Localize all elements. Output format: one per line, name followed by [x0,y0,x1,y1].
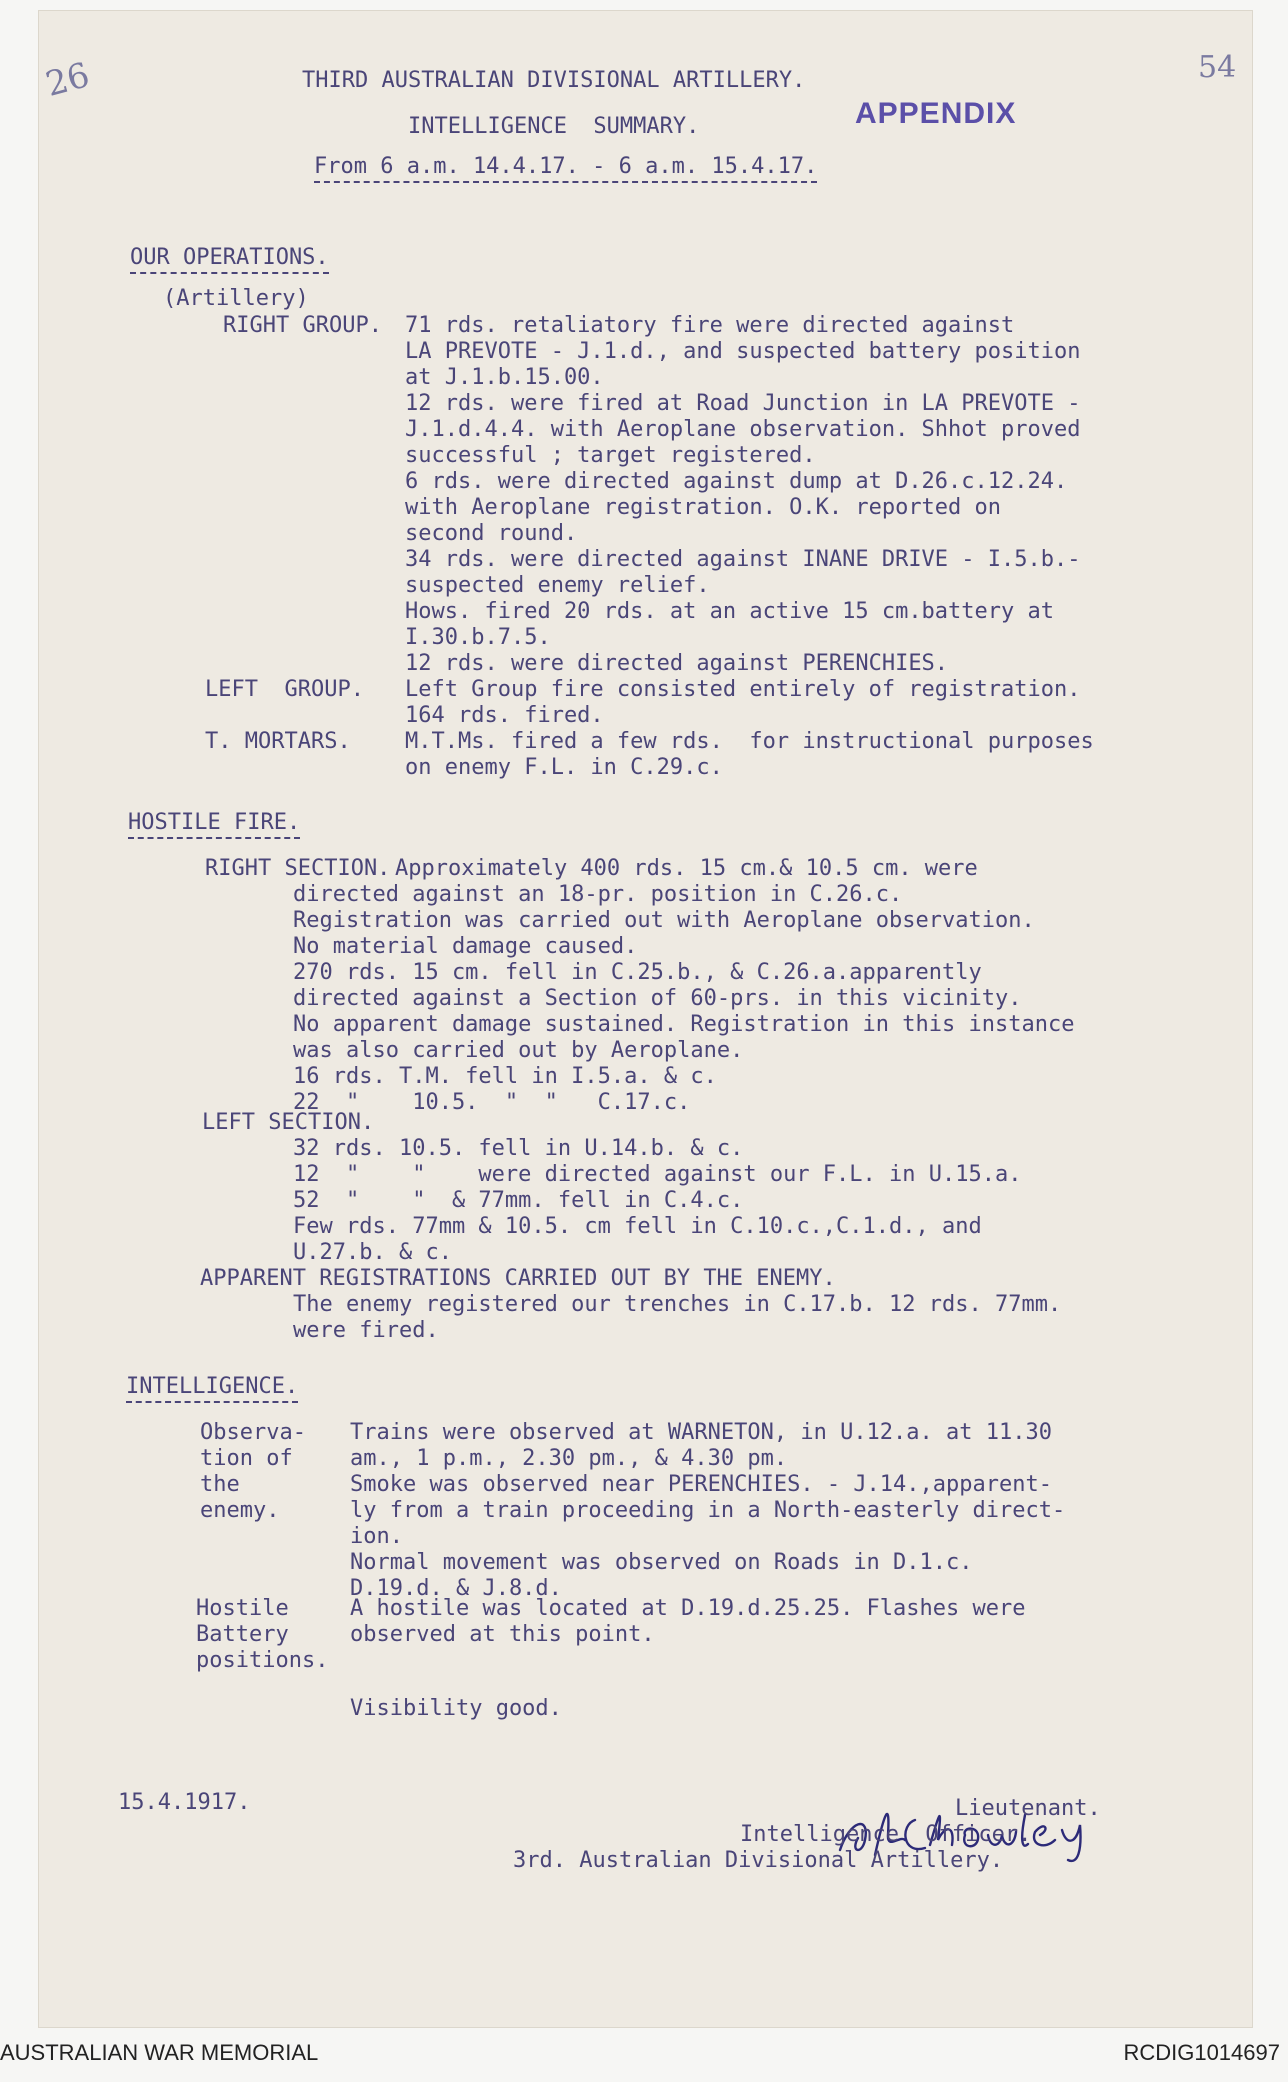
hf-line: directed against an 18-pr. position in C.26.c. [293,882,903,907]
op-line: Hows. fired 20 rds. at an active 15 cm.battery at [405,599,1055,624]
period-text: From 6 a.m. 14.4.17. - 6 a.m. 15.4.17. [314,154,817,183]
intelligence-heading-text: INTELLIGENCE. [126,1374,298,1403]
intel-line: Trains were observed at WARNETON, in U.12.a. at 11.30 [350,1420,1052,1445]
signatory-rank: Lieutenant. [955,1796,1101,1821]
intel-line: ly from a train proceeding in a North-easterly direct- [350,1498,1066,1523]
trench-mortars-block [405,729,1094,781]
hf-line: Few rds. 77mm & 10.5. cm fell in C.10.c.,C.1.d., and [293,1214,982,1239]
left-group-label: LEFT GROUP. [205,677,364,702]
hf-line: Registration was carried out with Aeroplane observation. [293,908,1035,933]
period-line [314,154,817,180]
hf-line: 270 rds. 15 cm. fell in C.25.b., & C.26.a.apparently [293,960,982,985]
trench-mortars-label: T. MORTARS. [205,729,351,754]
artillery-subheading: (Artillery) [163,286,309,311]
op-line: I.30.b.7.5. [405,625,551,650]
visibility-note: Visibility good. [350,1696,562,1721]
label-line: positions. [196,1648,329,1673]
label-line: tion of [200,1446,293,1471]
left-section-label: LEFT SECTION. [202,1110,375,1135]
op-line: 164 rds. fired. [405,703,604,728]
hf-line: was also carried out by Aeroplane. [293,1038,744,1063]
left-group-block [405,677,1081,729]
hf-line: were fired. [293,1318,439,1343]
right-group-block [405,313,1081,677]
battery-label [196,1596,328,1674]
op-line: with Aeroplane registration. O.K. reported on [405,495,1002,520]
label-line: Observa- [200,1420,306,1445]
hf-line: No apparent damage sustained. Registration in this instance [293,1012,1075,1037]
battery-block [350,1596,1026,1648]
appendix-stamp: APPENDIX [855,97,1017,130]
label-line: the [200,1472,240,1497]
document-date: 15.4.1917. [118,1790,251,1815]
footer-record-id: RCDIG1014697 [1123,2040,1280,2065]
hf-line: 32 rds. 10.5. fell in U.14.b. & c. [293,1136,744,1161]
page-number-right: 54 [1198,50,1237,85]
signatory-role: Intelligence Officer. [740,1822,1032,1847]
right-section-first-line: Approximately 400 rds. 15 cm.& 10.5 cm. were [395,856,978,881]
hf-line: No material damage caused. [293,934,638,959]
hf-line: U.27.b. & c. [293,1240,452,1265]
op-line: second round. [405,521,578,546]
hf-line: 52 " " & 77mm. fell in C.4.c. [293,1188,744,1213]
right-group-label: RIGHT GROUP. [223,313,382,338]
hf-line: directed against a Section of 60-prs. in this vicinity. [293,986,1022,1011]
op-line: 12 rds. were fired at Road Junction in LA PREVOTE - [405,391,1081,416]
op-line: on enemy F.L. in C.29.c. [405,755,723,780]
left-section-block [293,1136,1021,1266]
op-line: suspected enemy relief. [405,573,710,598]
op-line: 12 rds. were directed against PERENCHIES. [405,651,949,676]
signatory-unit: 3rd. Australian Divisional Artillery. [513,1848,1004,1873]
label-line: Hostile [196,1596,289,1621]
observation-label [200,1420,306,1524]
hf-line: 12 " " were directed against our F.L. in U.15.a. [293,1162,1022,1187]
right-section-label: RIGHT SECTION. [205,856,391,881]
intel-line: ion. [350,1524,403,1549]
intel-line: D.19.d. & J.8.d. [350,1576,562,1601]
page-number-left: 26 [41,55,94,105]
op-line: M.T.Ms. fired a few rds. for instructional purposes [405,729,1094,754]
intel-line: Normal movement was observed on Roads in D.1.c. [350,1550,973,1575]
intel-line: observed at this point. [350,1622,655,1647]
enemy-registrations-label: APPARENT REGISTRATIONS CARRIED OUT BY THE ENEMY. [200,1266,836,1291]
hf-line: 16 rds. T.M. fell in I.5.a. & c. [293,1064,717,1089]
intel-line: Smoke was observed near PERENCHIES. - J.14.,apparent- [350,1472,1052,1497]
op-line: at J.1.b.15.00. [405,365,604,390]
label-line: enemy. [200,1498,280,1523]
hostile-fire-heading-text: HOSTILE FIRE. [128,810,300,839]
footer-archive-name: AUSTRALIAN WAR MEMORIAL [0,2040,319,2065]
our-operations-heading [130,245,329,271]
document-title: THIRD AUSTRALIAN DIVISIONAL ARTILLERY. [302,68,806,93]
intel-line: am., 1 p.m., 2.30 pm., & 4.30 pm. [350,1446,788,1471]
intelligence-heading [126,1374,298,1400]
op-line: successful ; target registered. [405,443,816,468]
op-line: J.1.d.4.4. with Aeroplane observation. Shhot proved [405,417,1081,442]
op-line: Left Group fire consisted entirely of registration. [405,677,1081,702]
op-line: LA PREVOTE - J.1.d., and suspected battery position [405,339,1081,364]
hf-line: The enemy registered our trenches in C.17.b. 12 rds. 77mm. [293,1292,1062,1317]
hf-line: 22 " 10.5. " " C.17.c. [293,1090,691,1115]
label-line: Battery [196,1622,289,1647]
document-subtitle: INTELLIGENCE SUMMARY. [408,114,700,139]
enemy-registrations-block [293,1292,1061,1344]
op-line: 6 rds. were directed against dump at D.26.c.12.24. [405,469,1068,494]
right-section-block [293,882,1074,1116]
observation-block [350,1420,1065,1602]
intel-line: A hostile was located at D.19.d.25.25. Flashes were [350,1596,1026,1621]
op-line: 34 rds. were directed against INANE DRIVE - I.5.b.- [405,547,1081,572]
op-line: 71 rds. retaliatory fire were directed against [405,313,1015,338]
hostile-fire-heading [128,810,300,836]
our-operations-heading-text: OUR OPERATIONS. [130,245,329,274]
